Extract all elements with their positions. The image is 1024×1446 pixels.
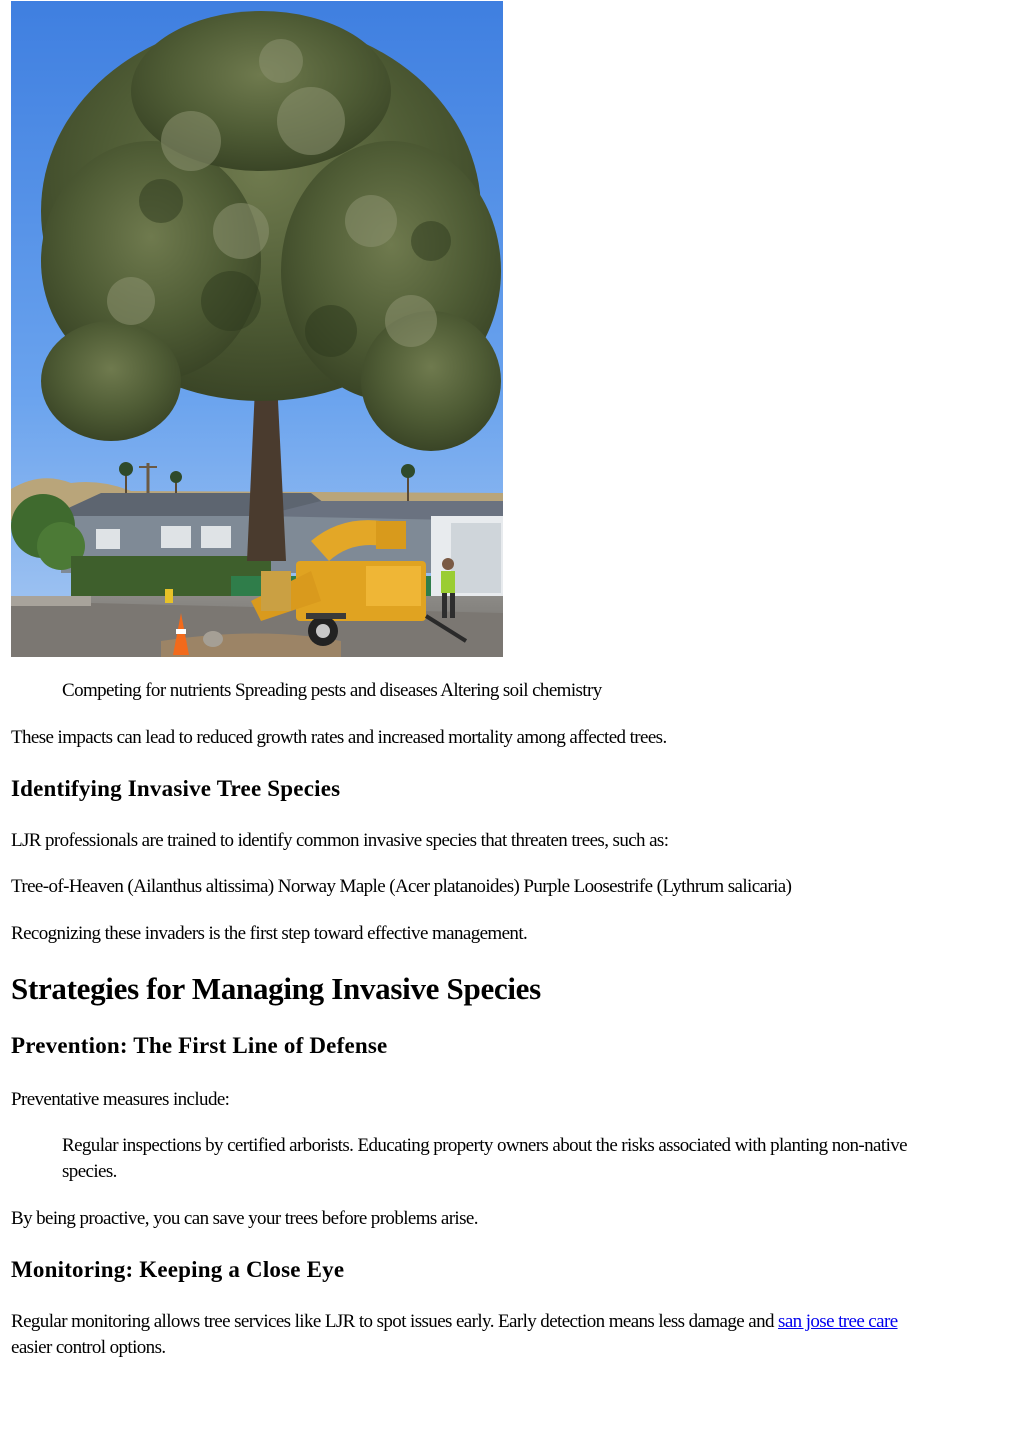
tree-photo bbox=[11, 1, 503, 657]
san-jose-tree-care-link[interactable]: san jose tree care bbox=[778, 1311, 898, 1332]
impacts-paragraph: These impacts can lead to reduced growth rates and increased mortality among affected trees. bbox=[11, 727, 667, 748]
strategies-heading: Strategies for Managing Invasive Species bbox=[11, 971, 541, 1006]
monitoring-paragraph-line1 bbox=[11, 1309, 898, 1335]
monitoring-heading: Monitoring: Keeping a Close Eye bbox=[11, 1257, 345, 1282]
species-list: Tree-of-Heaven (Ailanthus altissima) Norway Maple (Acer platanoides) Purple Loosestrife (Lythrum salicaria) bbox=[11, 876, 792, 897]
prevention-list-line1: Regular inspections by certified arborists. Educating property owners about the risks associated with planting non-native bbox=[62, 1135, 907, 1156]
monitoring-text: Regular monitoring allows tree services like LJR to spot issues early. Early detection means less damage and bbox=[11, 1311, 779, 1332]
proactive-paragraph: By being proactive, you can save your trees before problems arise. bbox=[11, 1208, 478, 1229]
recognize-paragraph: Recognizing these invaders is the first step toward effective management. bbox=[11, 923, 528, 944]
identify-heading: Identifying Invasive Tree Species bbox=[11, 776, 341, 801]
prevention-intro: Preventative measures include: bbox=[11, 1089, 230, 1110]
intro-list: Competing for nutrients Spreading pests and diseases Altering soil chemistry bbox=[62, 680, 602, 701]
monitoring-paragraph-line2: easier control options. bbox=[11, 1337, 166, 1358]
prevention-heading: Prevention: The First Line of Defense bbox=[11, 1033, 388, 1058]
identify-paragraph: LJR professionals are trained to identify common invasive species that threaten trees, such as: bbox=[11, 830, 669, 851]
prevention-list-line2: species. bbox=[62, 1161, 117, 1182]
